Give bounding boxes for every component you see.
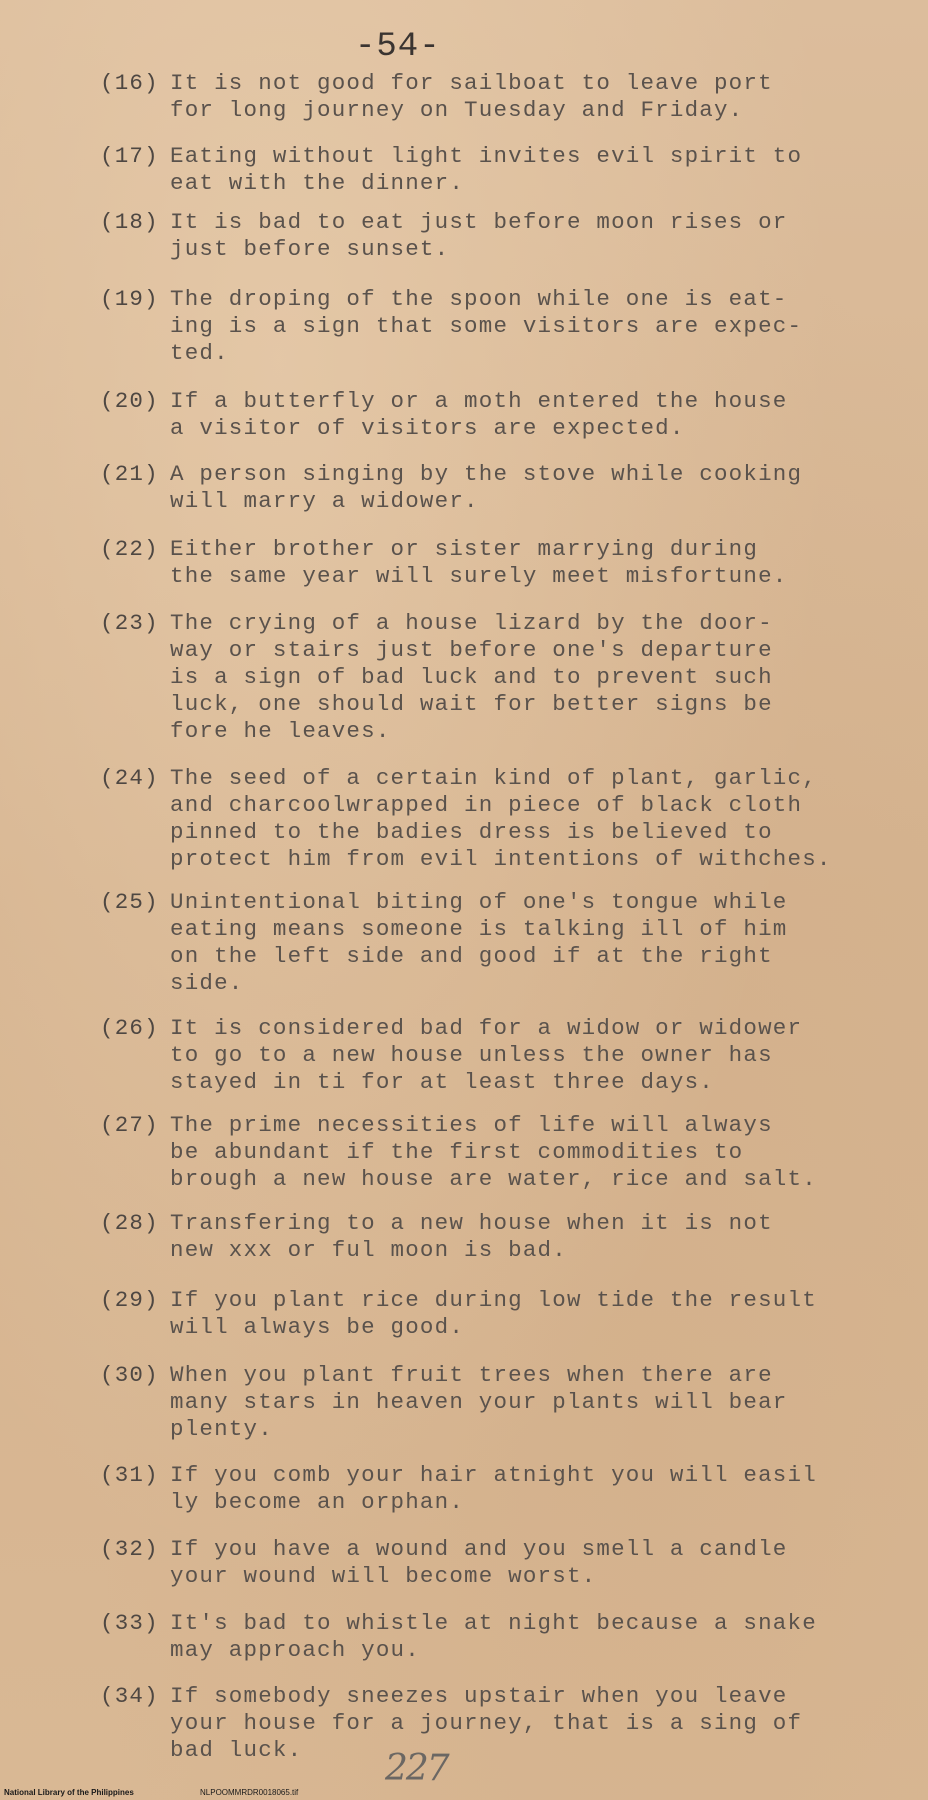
item-number: (29) <box>100 1287 159 1313</box>
list-item <box>100 209 860 263</box>
list-item <box>100 610 860 745</box>
item-number: (28) <box>100 1210 159 1236</box>
item-number: (20) <box>100 388 159 414</box>
item-text: The crying of a house lizard by the door- way or stairs just before one's departure is a sign of bad luck and to prevent such luck, one should wait for better signs be fore he leaves. <box>170 610 773 744</box>
item-number: (32) <box>100 1536 159 1562</box>
library-footer: National Library of the Philippines <box>4 1788 134 1797</box>
item-text: If a butterfly or a moth entered the house a visitor of visitors are expected. <box>170 388 788 441</box>
item-text: If somebody sneezes upstair when you leave your house for a journey, that is a sing of bad luck. <box>170 1683 803 1763</box>
item-number: (33) <box>100 1610 159 1636</box>
list-item <box>100 1462 860 1516</box>
list-item <box>100 889 860 997</box>
handwritten-page-number: 227 <box>385 1748 448 1789</box>
item-text: It is bad to eat just before moon rises or just before sunset. <box>170 209 788 262</box>
list-item <box>100 143 860 197</box>
item-number: (21) <box>100 461 159 487</box>
list-item <box>100 1112 860 1193</box>
item-text: Unintentional biting of one's tongue while eating means someone is talking ill of him on the left side and good if at the right side. <box>170 889 788 996</box>
list-item <box>100 1536 860 1590</box>
item-number: (18) <box>100 209 159 235</box>
item-number: (30) <box>100 1362 159 1388</box>
item-text: If you plant rice during low tide the result will always be good. <box>170 1287 817 1340</box>
item-text: Eating without light invites evil spirit to eat with the dinner. <box>170 143 803 196</box>
item-text: It is considered bad for a widow or widower to go to a new house unless the owner has stayed in ti for at least three days. <box>170 1015 803 1095</box>
list-item <box>100 1362 860 1443</box>
item-number: (34) <box>100 1683 159 1709</box>
list-item <box>100 388 860 442</box>
item-text: It is not good for sailboat to leave port for long journey on Tuesday and Friday. <box>170 70 773 123</box>
item-number: (19) <box>100 286 159 312</box>
item-number: (23) <box>100 610 159 636</box>
item-text: When you plant fruit trees when there are many stars in heaven your plants will bear plenty. <box>170 1362 788 1442</box>
filename-footer: NLPOOMMRDR0018065.tif <box>200 1788 299 1797</box>
item-number: (27) <box>100 1112 159 1138</box>
item-text: Transfering to a new house when it is not new xxx or ful moon is bad. <box>170 1210 773 1263</box>
list-item <box>100 70 860 124</box>
item-number: (17) <box>100 143 159 169</box>
item-number: (24) <box>100 765 159 791</box>
list-item <box>100 1287 860 1341</box>
item-number: (16) <box>100 70 159 96</box>
item-number: (25) <box>100 889 159 915</box>
list-item <box>100 536 860 590</box>
list-item <box>100 1683 860 1764</box>
item-text: It's bad to whistle at night because a snake may approach you. <box>170 1610 817 1663</box>
list-item <box>100 765 860 873</box>
list-item <box>100 461 860 515</box>
item-number: (31) <box>100 1462 159 1488</box>
item-text: The droping of the spoon while one is eat- ing is a sign that some visitors are expec- ted. <box>170 286 803 366</box>
item-text: The seed of a certain kind of plant, garlic, and charcoolwrapped in piece of black cloth pinned to the badies dress is believed to protect him from evil intentions of withches. <box>170 765 832 872</box>
item-text: A person singing by the stove while cooking will marry a widower. <box>170 461 803 514</box>
page-number: -54- <box>355 28 441 66</box>
item-number: (22) <box>100 536 159 562</box>
item-text: If you comb your hair atnight you will easil ly become an orphan. <box>170 1462 817 1515</box>
item-text: The prime necessities of life will always be abundant if the first commodities to brough a new house are water, rice and salt. <box>170 1112 817 1192</box>
item-text: If you have a wound and you smell a candle your wound will become worst. <box>170 1536 788 1589</box>
list-item <box>100 1210 860 1264</box>
list-item <box>100 286 860 367</box>
list-item <box>100 1015 860 1096</box>
list-item <box>100 1610 860 1664</box>
item-number: (26) <box>100 1015 159 1041</box>
item-text: Either brother or sister marrying during the same year will surely meet misfortune. <box>170 536 788 589</box>
